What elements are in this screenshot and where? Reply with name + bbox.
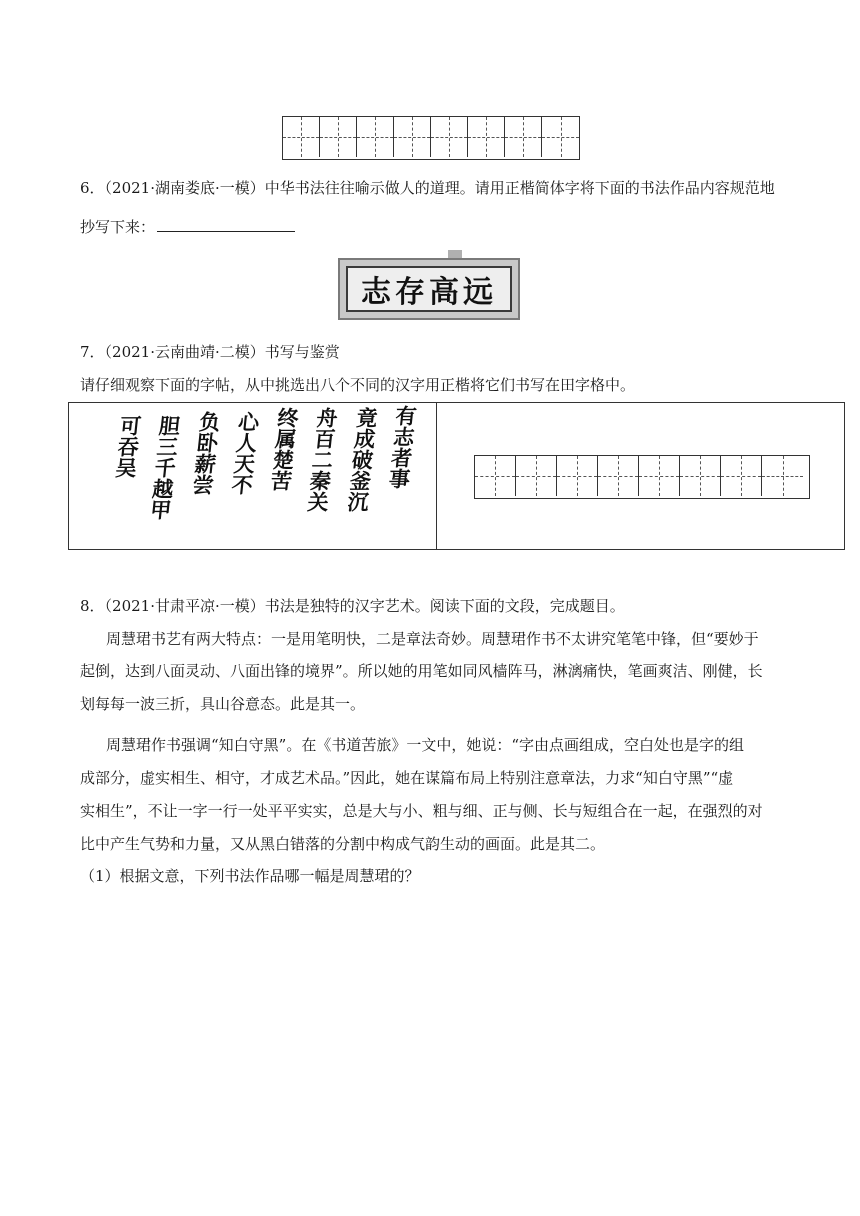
plaque-inner	[346, 266, 512, 312]
grid-cell[interactable]	[283, 117, 320, 157]
grid-cell[interactable]	[598, 456, 639, 496]
q8-paragraph1-line1: 周慧珺书艺有两大特点：一是用笔明快，二是章法奇妙。周慧珺作书不太讲究笔笔中锋，但“要妙于	[106, 630, 759, 648]
calligraphy-column: 有志者事	[385, 405, 420, 489]
calligraphy-column: 胆三千越甲	[146, 415, 184, 520]
grid-cell[interactable]	[680, 456, 721, 496]
writing-grid-top[interactable]	[282, 116, 580, 160]
plaque-text: 志存高远	[361, 275, 497, 310]
q8-paragraph2-line3: 实相生”，不让一字一行一处平平实实，总是大与小、粗与细、正与侧、长与短组合在一起，在强烈的对	[80, 802, 763, 820]
q6-stem-line1: 6．（2021·湖南娄底·一模）中华书法往往喻示做人的道理。请用正楷简体字将下面的书法作品内容规范地	[80, 179, 775, 197]
calligraphy-column: 舟百二秦关	[304, 407, 341, 512]
grid-cell[interactable]	[431, 117, 468, 157]
q6-stem-label: 抄写下来：	[80, 218, 156, 236]
calligraphy-column: 终属楚苦	[267, 407, 302, 491]
grid-cell[interactable]	[557, 456, 598, 496]
calligraphy-column: 可吞吴	[112, 415, 144, 478]
grid-cell[interactable]	[542, 117, 579, 157]
q8-stem-line1: 8．（2021·甘肃平凉·一模）书法是独特的汉字艺术。阅读下面的文段，完成题目。	[80, 597, 625, 615]
q8-paragraph2-line1: 周慧珺作书强调“知白守黑”。在《书道苦旅》一文中，她说：“字由点画组成，空白处也是字的组	[106, 736, 745, 754]
grid-cell[interactable]	[394, 117, 431, 157]
calligraphy-plaque-image	[338, 258, 520, 320]
q7-stem-line2: 请仔细观察下面的字帖，从中挑选出八个不同的汉字用正楷将它们书写在田字格中。	[80, 376, 636, 394]
plaque-tab-decoration	[448, 250, 462, 258]
calligraphy-column: 心人天不	[227, 411, 262, 495]
grid-cell[interactable]	[320, 117, 357, 157]
q8-paragraph2-line2: 成部分，虚实相生、相守，才成艺术品。”因此，她在谋篇布局上特别注意章法，力求“知白守黑”“虚	[80, 769, 734, 787]
grid-cell[interactable]	[505, 117, 542, 157]
writing-grid-q7[interactable]	[474, 455, 810, 499]
grid-cell[interactable]	[721, 456, 762, 496]
q7-table-divider	[436, 402, 437, 550]
grid-cell[interactable]	[357, 117, 394, 157]
q7-stem-line1: 7．（2021·云南曲靖·二模）书写与鉴赏	[80, 343, 340, 361]
q6-stem-line2	[80, 216, 295, 237]
grid-cell[interactable]	[516, 456, 557, 496]
grid-cell[interactable]	[762, 456, 803, 496]
calligraphy-column: 竟成破釜沉	[343, 407, 380, 512]
grid-cell[interactable]	[639, 456, 680, 496]
grid-cell[interactable]	[468, 117, 505, 157]
q8-paragraph1-line2: 起倒，达到八面灵动、八面出锋的境界”。所以她的用笔如同风樯阵马，淋漓痛快，笔画爽洁、刚健，长	[80, 662, 763, 680]
q8-paragraph2-line4: 比中产生气势和力量，又从黑白错落的分割中构成气韵生动的画面。此是其二。	[80, 835, 606, 853]
calligraphy-column: 负卧薪尝	[188, 411, 223, 495]
q6-answer-blank[interactable]	[157, 216, 295, 232]
q8-paragraph1-line3: 划每每一波三折，具山谷意态。此是其一。	[80, 695, 366, 713]
calligraphy-copybook-image	[112, 405, 420, 543]
grid-cell[interactable]	[475, 456, 516, 496]
q8-subquestion-1: （1）根据文意，下列书法作品哪一幅是周慧珺的？	[80, 867, 420, 885]
